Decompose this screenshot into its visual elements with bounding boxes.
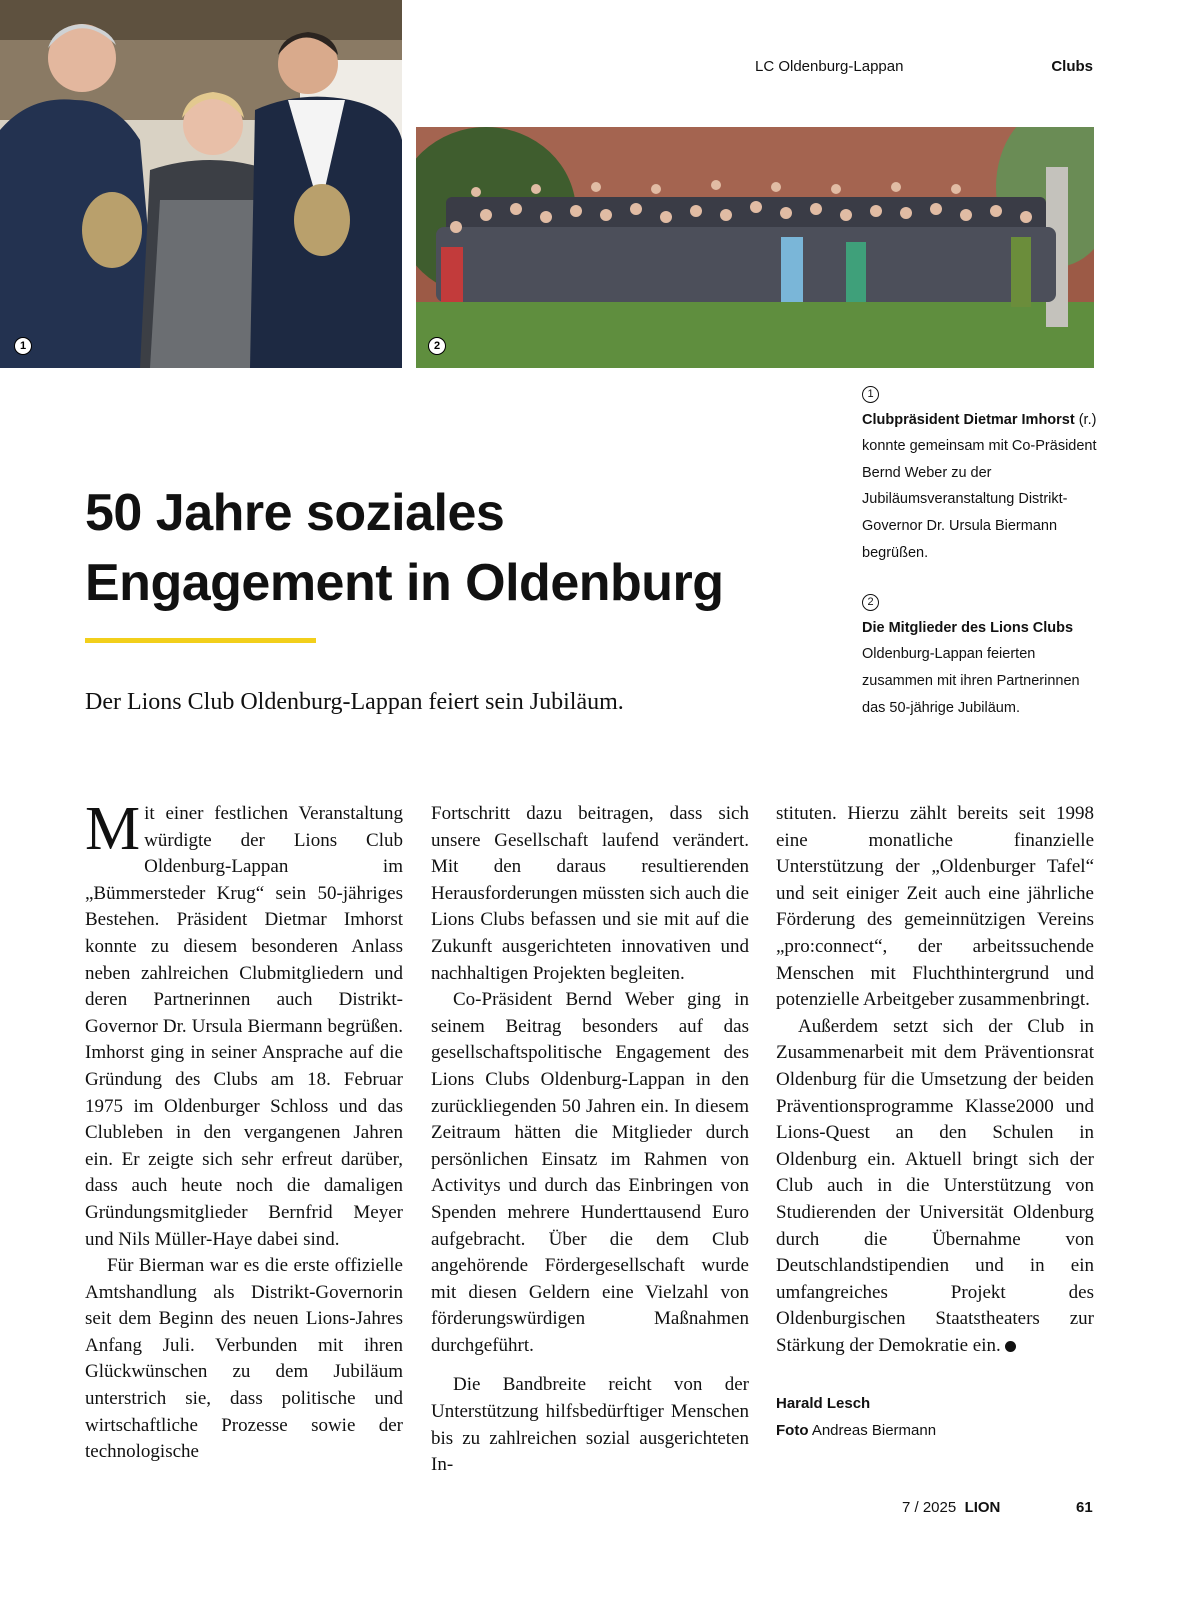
caption-1-bold: Clubpräsident Dietmar Imhorst xyxy=(862,411,1075,428)
col3-paragraph-1: stituten. Hierzu zählt bereits seit 1998 eine monatliche finanzielle Unterstützung der „Oldenburger Tafel“ und seit einiger Zeit auch eine jährliche Förderung des gemeinnützigen Vereins „pro:connect“, der arbeitssuchende Menschen mit Fluchthintergrund und potenzielle Arbeitgeber zusammenbringt. xyxy=(776,803,1094,1011)
issue-number: 7 / 2025 xyxy=(902,1499,957,1516)
category-label: Clubs xyxy=(1051,58,1093,75)
title-line-2: Engagement in Oldenburg xyxy=(85,554,724,612)
footer-issue xyxy=(902,1499,1000,1516)
caption-1-text: (r.) konnte gemeinsam mit Co-Präsident Bernd Weber zu der Jubiläumsveranstaltung Distrikt-Governor Dr. Ursula Biermann begrüßen. xyxy=(862,411,1097,561)
drop-cap: M xyxy=(85,795,141,863)
caption-1-number: 1 xyxy=(862,386,879,403)
photo-captions xyxy=(862,380,1102,737)
title-accent-rule xyxy=(85,638,316,643)
page-number: 61 xyxy=(1076,1499,1093,1516)
photo-group xyxy=(416,127,1094,368)
magazine-name: LION xyxy=(964,1499,1001,1516)
caption-2-bold: Die Mitglieder des Lions Clubs xyxy=(862,619,1074,636)
caption-2 xyxy=(862,588,1102,721)
caption-2-number: 2 xyxy=(862,594,879,611)
col1-paragraph-2: Für Bierman war es die erste offizielle Amtshandlung als Distrikt-Governorin seit dem Beginn des neuen Lions-Jahres Anfang Juli. Verbunden mit ihren Glückwünschen zu dem Jubiläum unterstrich sie, dass politische und wirtschaftliche Prozesse sowie der technologische xyxy=(85,1255,403,1463)
photo-1-badge: 1 xyxy=(14,337,32,355)
col2-paragraph-2: Co-Präsident Bernd Weber ging in seinem Beitrag besonders auf das gesellschaftspolitische Engagement des Lions Clubs Oldenburg-Lappan in den zurückliegenden 50 Jahren ein. In diesem Zeitraum hätten die Mitglieder durch persönlichen Einsatz im Rahmen von Activitys und durch das Einbringen von Spenden mehrere Hunderttausend Euro aufgebracht. Über die dem Club angehörende Fördergesellschaft wurde mit diesen Geldern eine Vielzahl von förderungswürdigen Maßnahmen durchgeführt. xyxy=(431,989,749,1356)
col3-paragraph-2: Außerdem setzt sich der Club in Zusammenarbeit mit dem Präventionsrat Oldenburg für die Umsetzung der beiden Präventionsprogramme Klasse2000 und Lions-Quest an den Schulen in Oldenburg ein. Aktuell bringt sich der Club auch in die Unterstützung von Studierenden der Universität Oldenburg durch die Übernahme von Deutschlandstipendien und in ein umfangreiches Projekt des Oldenburgischen Staatstheaters zur Stärkung der Demokratie ein. xyxy=(776,1015,1094,1356)
article-title xyxy=(85,478,815,618)
article-subtitle: Der Lions Club Oldenburg-Lappan feiert sein Jubiläum. xyxy=(85,689,624,715)
photo-club-presidents xyxy=(0,0,402,368)
caption-2-text: Oldenburg-Lappan feierten zusammen mit ihren Partnerinnen das 50-jährige Jubiläum. xyxy=(862,646,1080,716)
photo-credit-name: Andreas Biermann xyxy=(811,1422,937,1439)
article-credits xyxy=(776,1390,936,1444)
col1-paragraph-1: it einer festlichen Veranstaltung würdigte der Lions Club Oldenburg-Lappan im „Bümmersteder Krug“ sein 50-jähriges Bestehen. Präsident Dietmar Imhorst konnte zu diesem besonderen Anlass neben zahlreichen Clubmitgliedern und deren Partnerinnen auch Distrikt-Governor Dr. Ursula Biermann begrüßen. Imhorst ging in seiner Ansprache auf die Gründung des Clubs am 18. Februar 1975 im Oldenburger Schloss und das Clubleben in den vergangenen Jahren ein. Er zeigte sich sehr erfreut darüber, dass auch heute noch die damaligen Gründungsmitglieder Bernfrid Meyer und Nils Müller-Haye dabei sind. xyxy=(85,803,403,1250)
caption-1 xyxy=(862,380,1102,566)
body-column-2 xyxy=(431,801,749,1479)
body-column-3 xyxy=(776,801,1094,1359)
section-label: LC Oldenburg-Lappan xyxy=(755,58,904,75)
photo-credit-label: Foto xyxy=(776,1422,809,1439)
col2-paragraph-3: Die Bandbreite reicht von der Unterstützung hilfsbedürftiger Menschen bis zu zahlreichen sozial ausgerichteten In- xyxy=(431,1374,749,1476)
photo-2-badge: 2 xyxy=(428,337,446,355)
body-column-1 xyxy=(85,795,403,1466)
end-mark-icon xyxy=(1005,1341,1016,1352)
author-name: Harald Lesch xyxy=(776,1395,871,1412)
title-line-1: 50 Jahre soziales xyxy=(85,484,505,542)
col2-paragraph-1: Fortschritt dazu beitragen, dass sich unsere Gesellschaft laufend verändert. Mit den daraus resultierenden Herausforderungen müssten sich auch die Lions Clubs befassen und sie mit auf die Zukunft ausgerichteten innovativen und nachhaltigen Projekten begleiten. xyxy=(431,803,749,984)
